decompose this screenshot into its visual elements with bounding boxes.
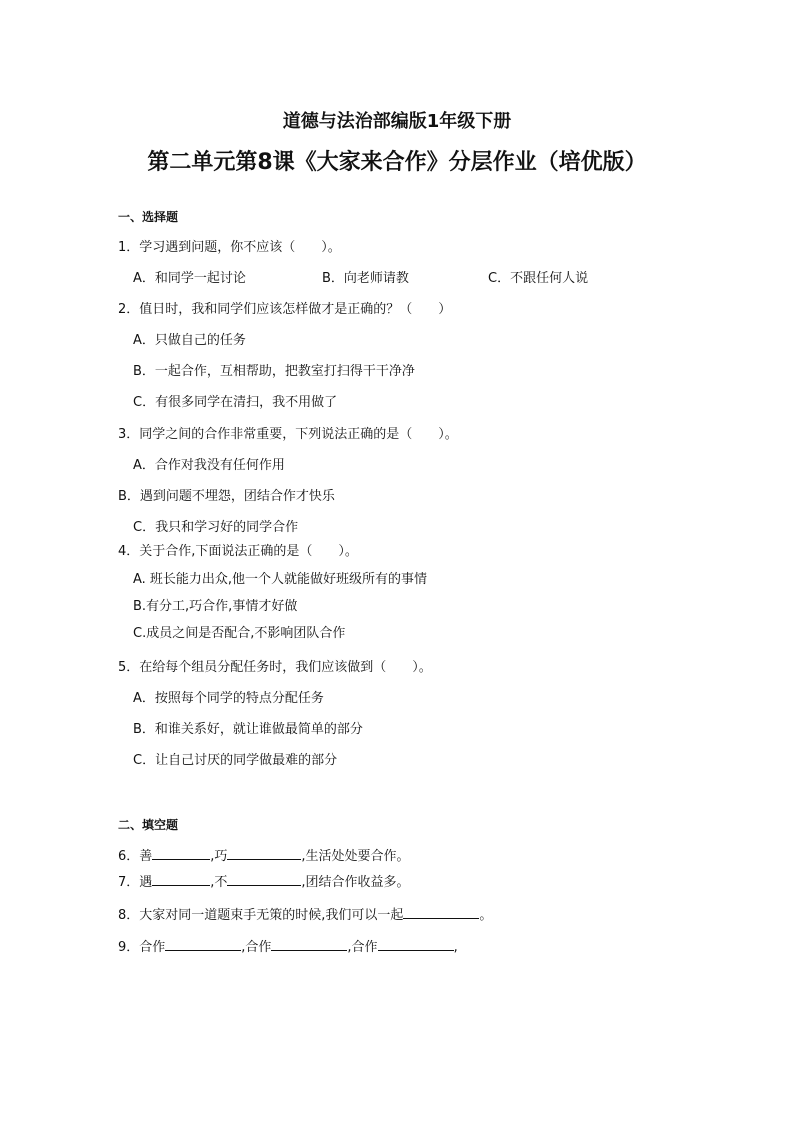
answer-blank[interactable] <box>378 938 454 951</box>
question-7 <box>118 873 410 891</box>
question-3-option-a: A．合作对我没有任何作用 <box>133 458 285 473</box>
question-4-stem: 4．关于合作,下面说法正确的是（ ）。 <box>118 544 358 559</box>
question-5-option-a: A．按照每个同学的特点分配任务 <box>133 691 324 706</box>
question-5-stem: 5．在给每个组员分配任务时，我们应该做到（ ）。 <box>118 660 432 675</box>
question-4-option-c: C.成员之间是否配合,不影响团队合作 <box>133 626 346 641</box>
question-8 <box>118 906 492 924</box>
question-5-option-c: C．让自己讨厌的同学做最难的部分 <box>133 753 338 768</box>
section-heading-choice: 一、选择题 <box>118 210 179 224</box>
question-2-option-b: B．一起合作，互相帮助，把教室打扫得干干净净 <box>133 364 415 379</box>
question-9 <box>118 938 458 956</box>
question-9-text-4: , <box>453 940 458 955</box>
question-6 <box>118 847 410 865</box>
answer-blank[interactable] <box>271 938 347 951</box>
question-2-option-c: C．有很多同学在清扫，我不用做了 <box>133 395 338 410</box>
question-9-text-2: ,合作 <box>241 940 272 955</box>
document-title: 第二单元第8课《大家来合作》分层作业（培优版） <box>147 150 647 175</box>
question-8-text-1: 8．大家对同一道题束手无策的时候,我们可以一起 <box>118 908 404 923</box>
question-6-text-2: ,巧 <box>210 849 228 864</box>
question-4-option-a: A. 班长能力出众,他一个人就能做好班级所有的事情 <box>133 572 428 587</box>
question-3-option-b: B．遇到问题不埋怨，团结合作才快乐 <box>118 489 335 504</box>
document-subtitle: 道德与法治部编版1年级下册 <box>282 111 512 132</box>
question-3-stem: 3．同学之间的合作非常重要，下列说法正确的是（ ）。 <box>118 427 458 442</box>
answer-blank[interactable] <box>227 847 301 860</box>
question-8-text-2: 。 <box>479 908 493 923</box>
question-1-option-b: B．向老师请教 <box>322 271 409 286</box>
question-1-stem: 1．学习遇到问题，你不应该（ ）。 <box>118 240 341 255</box>
answer-blank[interactable] <box>165 938 241 951</box>
question-9-text-1: 9．合作 <box>118 940 166 955</box>
question-2-option-a: A．只做自己的任务 <box>133 333 246 348</box>
question-7-text-1: 7．遇 <box>118 875 153 890</box>
question-6-text-1: 6．善 <box>118 849 153 864</box>
answer-blank[interactable] <box>152 873 210 886</box>
question-3-option-c: C．我只和学习好的同学合作 <box>133 520 299 535</box>
section-heading-fill-blank: 二、填空题 <box>118 818 179 832</box>
question-4-option-b: B.有分工,巧合作,事情才好做 <box>133 599 298 614</box>
question-2-stem: 2．值日时，我和同学们应该怎样做才是正确的？（ ） <box>118 302 452 317</box>
answer-blank[interactable] <box>403 906 479 919</box>
question-6-text-3: ,生活处处要合作。 <box>301 849 410 864</box>
question-7-text-2: ,不 <box>210 875 228 890</box>
question-5-option-b: B．和谁关系好，就让谁做最简单的部分 <box>133 722 363 737</box>
question-9-text-3: ,合作 <box>347 940 378 955</box>
question-1-option-c: C．不跟任何人说 <box>488 271 589 286</box>
answer-blank[interactable] <box>227 873 301 886</box>
question-1-option-a: A．和同学一起讨论 <box>133 271 246 286</box>
answer-blank[interactable] <box>152 847 210 860</box>
question-7-text-3: ,团结合作收益多。 <box>301 875 410 890</box>
